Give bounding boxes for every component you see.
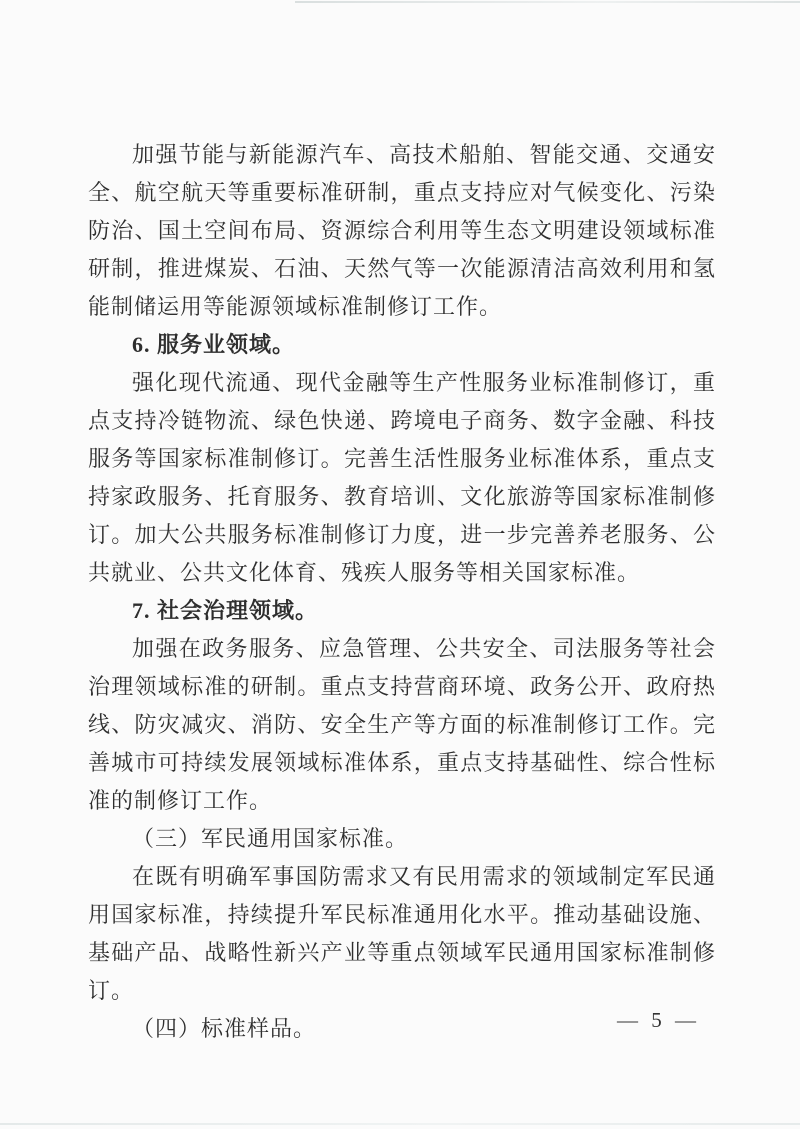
body-paragraph: 在既有明确军事国防需求又有民用需求的领域制定军民通用国家标准，持续提升军民标准通用化水平。推动基础设施、基础产品、战略性新兴产业等重点领域军民通用国家标准制修订。 xyxy=(88,864,716,1003)
scan-artifact-top-line xyxy=(295,1,800,3)
document-body xyxy=(88,136,716,1048)
body-paragraph: 加强节能与新能源汽车、高技术船舶、智能交通、交通安全、航空航天等重要标准研制，重点支持应对气候变化、污染防治、国土空间布局、资源综合利用等生态文明建设领域标准研制，推进煤炭、石油、天然气等一次能源清洁高效利用和氢能制储运用等能源领域标准制修订工作。 xyxy=(88,142,716,319)
scan-artifact-bottom-line xyxy=(0,1123,800,1125)
subsection-heading-4: （四）标准样品。 xyxy=(132,1016,317,1041)
subsection-heading-3: （三）军民通用国家标准。 xyxy=(132,826,409,851)
section-heading-7: 7. 社会治理领域。 xyxy=(132,598,319,623)
section-heading-6: 6. 服务业领域。 xyxy=(132,332,296,357)
body-paragraph: 加强在政务服务、应急管理、公共安全、司法服务等社会治理领域标准的研制。重点支持营商环境、政务公开、政府热线、防灾减灾、消防、安全生产等方面的标准制修订工作。完善城市可持续发展领域标准体系，重点支持基础性、综合性标准的制修订工作。 xyxy=(88,636,716,813)
page-number: — 5 — xyxy=(617,1008,700,1032)
body-paragraph: 强化现代流通、现代金融等生产性服务业标准制修订，重点支持冷链物流、绿色快递、跨境电子商务、数字金融、科技服务等国家标准制修订。完善生活性服务业标准体系，重点支持家政服务、托育服务、教育培训、文化旅游等国家标准制修订。加大公共服务标准制修订力度，进一步完善养老服务、公共就业、公共文化体育、残疾人服务等相关国家标准。 xyxy=(88,370,716,585)
